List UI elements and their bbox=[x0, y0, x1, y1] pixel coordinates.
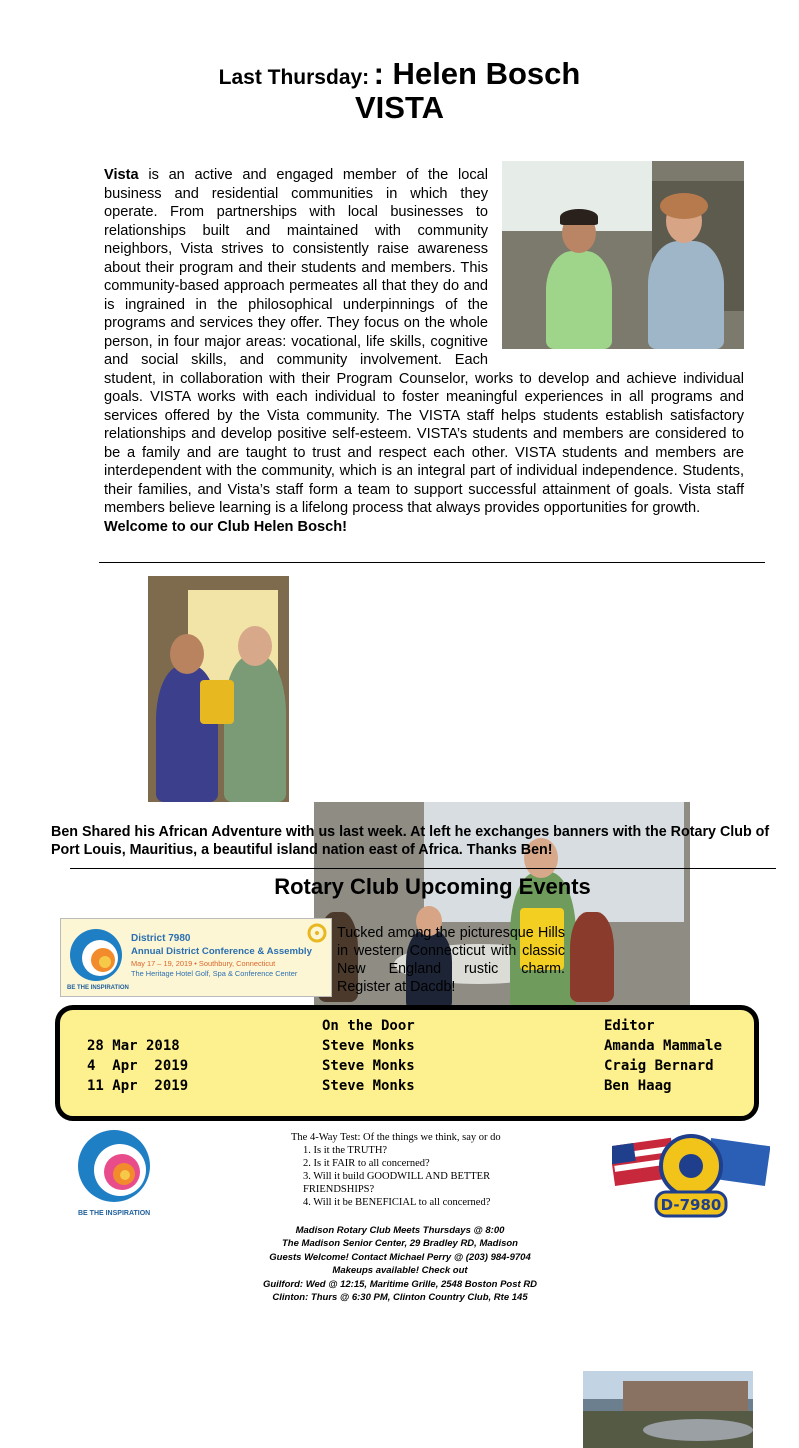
meeting-line: The Madison Senior Center, 29 Bradley RD, Madison bbox=[282, 1238, 518, 1250]
be-the-inspiration-logo bbox=[74, 1128, 156, 1208]
district-7980-pin bbox=[612, 1128, 770, 1220]
schedule-date: 28 Mar 2018 bbox=[87, 1038, 180, 1054]
organization-name: VISTA bbox=[355, 90, 444, 125]
events-title: Rotary Club Upcoming Events bbox=[274, 874, 591, 899]
photo-caption: Ben Shared his African Adventure with us last week. At left he exchanges banners with the Rotary Club of Port Louis, Mauritius, a beautiful island nation east of Africa. Thanks Ben! bbox=[51, 824, 770, 858]
pin-label: D-7980 bbox=[660, 1196, 722, 1214]
four-way-item: 3. Will it build GOODWILL AND BETTER FRIENDSHIPS? bbox=[303, 1171, 491, 1195]
schedule-door: Steve Monks bbox=[322, 1038, 415, 1054]
article-closing: Welcome to our Club Helen Bosch! bbox=[104, 518, 347, 535]
district-conference-banner bbox=[60, 918, 332, 997]
banner-dates: May 17 – 19, 2019 • Southbury, Connecticut bbox=[131, 959, 276, 968]
banner-tagline: BE THE INSPIRATION bbox=[67, 985, 129, 991]
meeting-line: Guilford: Wed @ 12:15, Maritime Grille, 2548 Boston Post RD bbox=[262, 1278, 538, 1290]
schedule-editor: Ben Haag bbox=[604, 1078, 672, 1094]
conference-description: Tucked among the picturesque Hills in western Connecticut with classic New England rustic charm. Register at Dacdb! bbox=[337, 925, 565, 995]
schedule-date: 11 Apr 2019 bbox=[87, 1078, 189, 1094]
article-lead: Vista bbox=[104, 167, 139, 183]
banner-exchange-photo-left bbox=[148, 576, 289, 802]
divider bbox=[99, 562, 765, 563]
logo-tagline: BE THE INSPIRATION bbox=[78, 1210, 151, 1217]
meeting-line: Makeups available! Check out bbox=[332, 1265, 468, 1277]
meeting-line: Madison Rotary Club Meets Thursdays @ 8:00 bbox=[295, 1225, 505, 1236]
schedule-editor: Amanda Mammale bbox=[604, 1038, 723, 1054]
banner-district: District 7980 bbox=[131, 933, 191, 944]
vista-article bbox=[104, 166, 744, 536]
duty-schedule bbox=[55, 1005, 759, 1121]
banner-venue: The Heritage Hotel Golf, Spa & Conference Center bbox=[131, 969, 298, 978]
four-way-item: 4. Will it be BENEFICIAL to all concerned? bbox=[303, 1197, 491, 1208]
schedule-door: Steve Monks bbox=[322, 1078, 415, 1094]
meeting-line: Clinton: Thurs @ 6:30 PM, Clinton Country Club, Rte 145 bbox=[272, 1292, 528, 1304]
page-title bbox=[0, 56, 799, 92]
vista-presentation-photo bbox=[502, 161, 744, 349]
article-body: is an active and engaged member of the local business and residential communities in which they operate. From partnerships with local businesses to relationships built and maintained with community neighbors, Vista strives to consistently raise awareness about their program and their students and members. This community-based approach permeates all that they do and is ingrained in the philosophical underpinnings of the programs and services they offer. They focus on the whole person, in four major areas: vocational, life skills, cognitive and social skills, and community involvement. Each student, in collaboration with their Program Counselor, works to develop and achieve individual goals. VISTA works with each individual to foster meaningful experiences in all programs and services offered by the Vista community. The VISTA staff helps students establish satisfactory relationships and develop positive self-esteem. VISTA’s students and members are considered to be a family and are taught to trust and respect each other. VISTA students and members are interdependent with the community, which is an integral part of individual independence. Students, their families, and Vista’s staff form a team to support successful attainment of goals. Vista staff members believe learning is a lifelong process that always provides opportunities for growth. bbox=[104, 167, 744, 516]
editor-header: Editor bbox=[604, 1018, 655, 1034]
meeting-line: Guests Welcome! Contact Michael Perry @ (203) 984-9704 bbox=[269, 1251, 531, 1263]
four-way-test bbox=[291, 1131, 551, 1209]
heritage-hotel-photo bbox=[583, 1371, 753, 1448]
four-way-intro: The 4-Way Test: Of the things we think, say or do bbox=[291, 1132, 501, 1143]
meeting-info bbox=[200, 1224, 600, 1304]
four-way-item: 1. Is it the TRUTH? bbox=[303, 1145, 388, 1156]
title-prefix: Last Thursday: bbox=[218, 66, 370, 89]
schedule-date: 4 Apr 2019 bbox=[87, 1058, 189, 1074]
rotary-wheel-icon bbox=[307, 923, 327, 943]
divider bbox=[70, 868, 776, 869]
door-header: On the Door bbox=[322, 1018, 415, 1034]
speaker-name: : Helen Bosch bbox=[373, 56, 581, 91]
banner-event: Annual District Conference & Assembly bbox=[131, 946, 312, 957]
four-way-item: 2. Is it FAIR to all concerned? bbox=[303, 1158, 430, 1169]
schedule-door: Steve Monks bbox=[322, 1058, 415, 1074]
rotary-swirl-logo bbox=[67, 925, 125, 985]
schedule-editor: Craig Bernard bbox=[604, 1058, 714, 1074]
